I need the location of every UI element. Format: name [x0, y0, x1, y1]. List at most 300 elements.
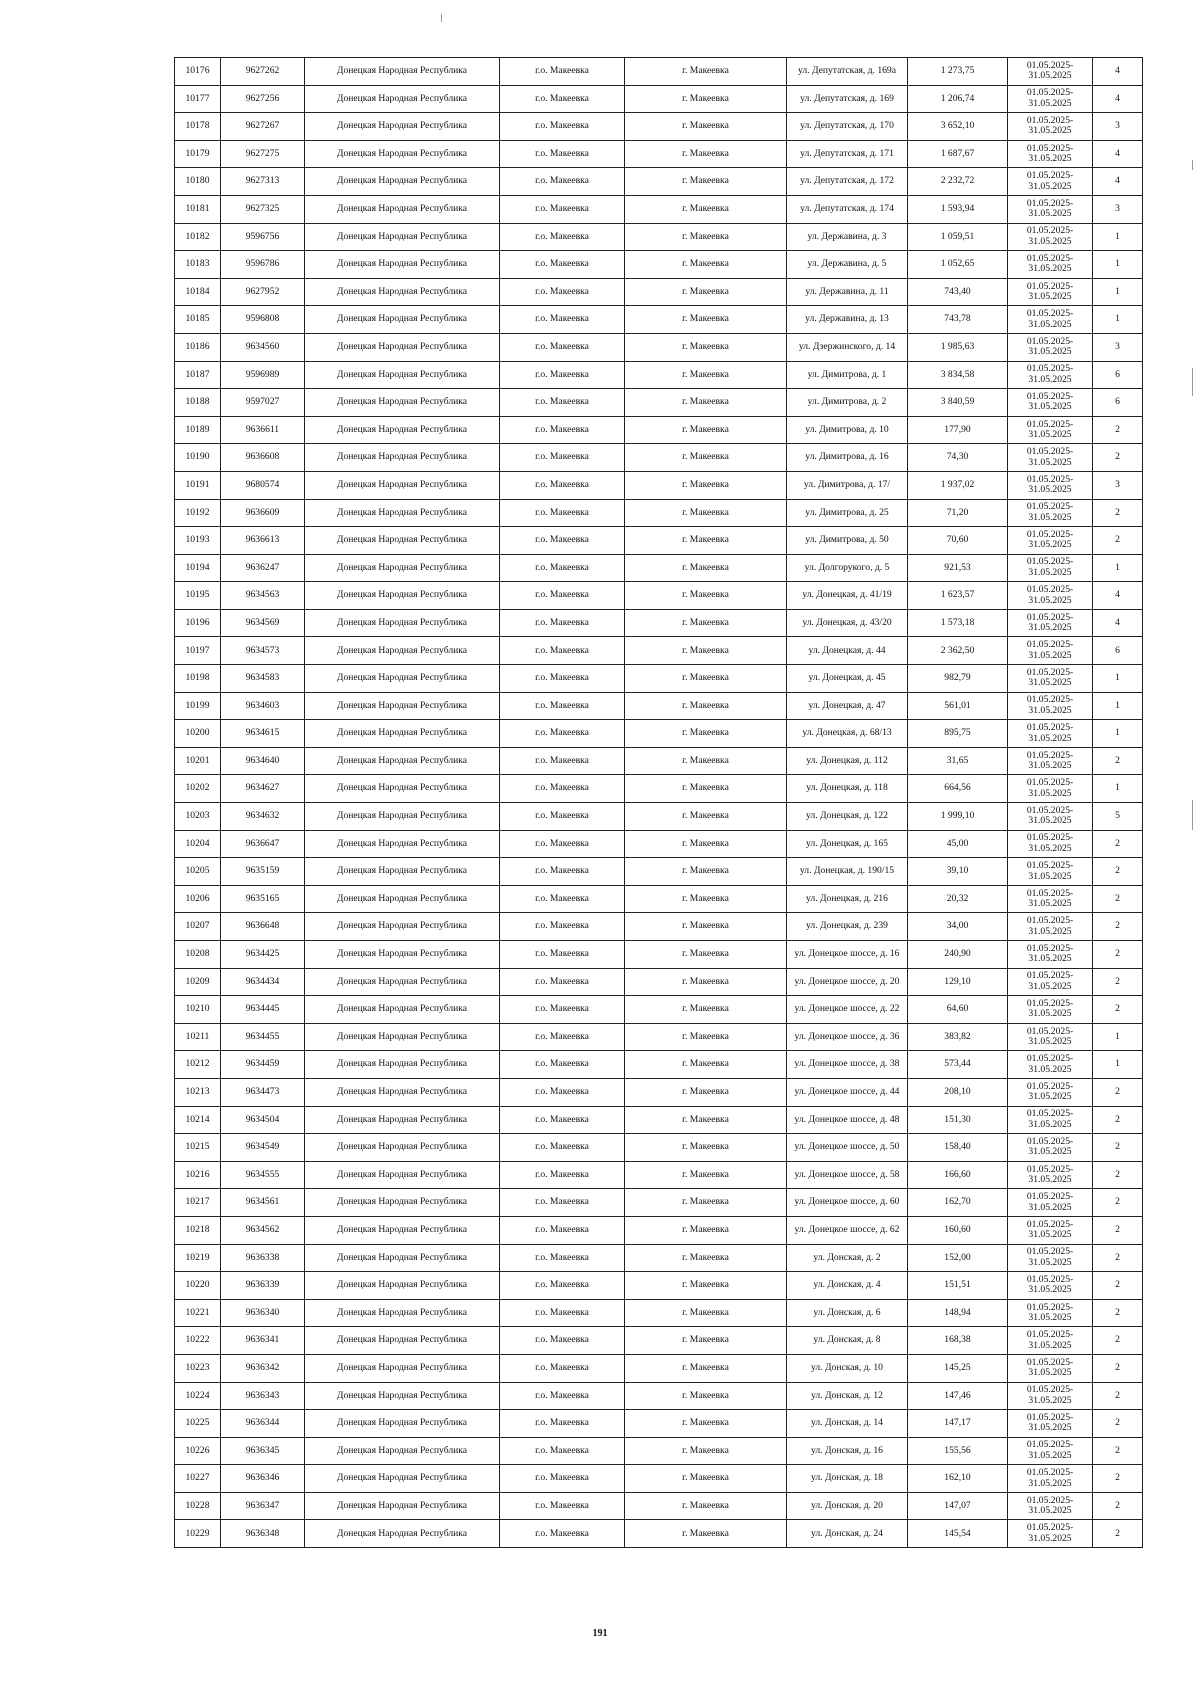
period-cell: 01.05.2025-31.05.2025: [1008, 720, 1093, 748]
count-cell: 6: [1093, 361, 1143, 389]
count-cell: 1: [1093, 251, 1143, 279]
table-row: [175, 720, 1143, 748]
count-cell: 1: [1093, 720, 1143, 748]
area-cell: 45,00: [908, 830, 1008, 858]
row-number-cell: 10186: [175, 333, 221, 361]
city-cell: г. Макеевка: [625, 1520, 787, 1548]
object-id-cell: 9636609: [221, 499, 305, 527]
count-cell: 2: [1093, 968, 1143, 996]
period-cell: 01.05.2025-31.05.2025: [1008, 113, 1093, 141]
city-cell: г. Макеевка: [625, 830, 787, 858]
address-cell: ул. Донская, д. 18: [787, 1465, 908, 1493]
city-cell: г. Макеевка: [625, 582, 787, 610]
object-id-cell: 9634562: [221, 1216, 305, 1244]
district-cell: г.о. Макеевка: [500, 1244, 625, 1272]
address-cell: ул. Депутатская, д. 172: [787, 168, 908, 196]
address-cell: ул. Донская, д. 10: [787, 1354, 908, 1382]
city-cell: г. Макеевка: [625, 58, 787, 86]
city-cell: г. Макеевка: [625, 416, 787, 444]
table-row: [175, 444, 1143, 472]
object-id-cell: 9596786: [221, 251, 305, 279]
district-cell: г.о. Макеевка: [500, 1520, 625, 1548]
count-cell: 6: [1093, 389, 1143, 417]
object-id-cell: 9636344: [221, 1410, 305, 1438]
city-cell: г. Макеевка: [625, 1382, 787, 1410]
district-cell: г.о. Макеевка: [500, 1437, 625, 1465]
district-cell: г.о. Макеевка: [500, 913, 625, 941]
row-number-cell: 10197: [175, 637, 221, 665]
area-cell: 1 687,67: [908, 140, 1008, 168]
count-cell: 2: [1093, 1134, 1143, 1162]
table-row: [175, 1078, 1143, 1106]
region-cell: Донецкая Народная Республика: [305, 996, 500, 1024]
area-cell: 177,90: [908, 416, 1008, 444]
table-row: [175, 195, 1143, 223]
area-cell: 561,01: [908, 692, 1008, 720]
region-cell: Донецкая Народная Республика: [305, 1244, 500, 1272]
period-cell: 01.05.2025-31.05.2025: [1008, 389, 1093, 417]
area-cell: 895,75: [908, 720, 1008, 748]
count-cell: 2: [1093, 1272, 1143, 1300]
district-cell: г.о. Макеевка: [500, 333, 625, 361]
object-id-cell: 9636338: [221, 1244, 305, 1272]
district-cell: г.о. Макеевка: [500, 1189, 625, 1217]
region-cell: Донецкая Народная Республика: [305, 1134, 500, 1162]
address-cell: ул. Донецкая, д. 165: [787, 830, 908, 858]
city-cell: г. Макеевка: [625, 1161, 787, 1189]
district-cell: г.о. Макеевка: [500, 747, 625, 775]
row-number-cell: 10199: [175, 692, 221, 720]
object-id-cell: 9627267: [221, 113, 305, 141]
period-cell: 01.05.2025-31.05.2025: [1008, 1272, 1093, 1300]
address-cell: ул. Депутатская, д. 170: [787, 113, 908, 141]
table-row: [175, 1272, 1143, 1300]
object-id-cell: 9636340: [221, 1299, 305, 1327]
period-cell: 01.05.2025-31.05.2025: [1008, 1023, 1093, 1051]
area-cell: 1 623,57: [908, 582, 1008, 610]
region-cell: Донецкая Народная Республика: [305, 1492, 500, 1520]
district-cell: г.о. Макеевка: [500, 361, 625, 389]
table-row: [175, 803, 1143, 831]
region-cell: Донецкая Народная Республика: [305, 1216, 500, 1244]
region-cell: Донецкая Народная Республика: [305, 140, 500, 168]
city-cell: г. Макеевка: [625, 803, 787, 831]
district-cell: г.о. Макеевка: [500, 113, 625, 141]
address-cell: ул. Донецкое шоссе, д. 50: [787, 1134, 908, 1162]
row-number-cell: 10212: [175, 1051, 221, 1079]
city-cell: г. Макеевка: [625, 1410, 787, 1438]
object-id-cell: 9634563: [221, 582, 305, 610]
table-row: [175, 609, 1143, 637]
period-cell: 01.05.2025-31.05.2025: [1008, 747, 1093, 775]
row-number-cell: 10227: [175, 1465, 221, 1493]
table-row: [175, 1354, 1143, 1382]
period-cell: 01.05.2025-31.05.2025: [1008, 361, 1093, 389]
address-cell: ул. Донская, д. 6: [787, 1299, 908, 1327]
row-number-cell: 10182: [175, 223, 221, 251]
count-cell: 2: [1093, 941, 1143, 969]
table-row: [175, 1410, 1143, 1438]
district-cell: г.о. Макеевка: [500, 416, 625, 444]
table-row: [175, 1106, 1143, 1134]
row-number-cell: 10223: [175, 1354, 221, 1382]
period-cell: 01.05.2025-31.05.2025: [1008, 1106, 1093, 1134]
address-cell: ул. Донецкое шоссе, д. 36: [787, 1023, 908, 1051]
city-cell: г. Макеевка: [625, 471, 787, 499]
district-cell: г.о. Макеевка: [500, 637, 625, 665]
row-number-cell: 10183: [175, 251, 221, 279]
period-cell: 01.05.2025-31.05.2025: [1008, 444, 1093, 472]
scan-mark: [441, 14, 442, 22]
area-cell: 1 206,74: [908, 85, 1008, 113]
area-cell: 2 362,50: [908, 637, 1008, 665]
count-cell: 2: [1093, 1410, 1143, 1438]
period-cell: 01.05.2025-31.05.2025: [1008, 1189, 1093, 1217]
region-cell: Донецкая Народная Республика: [305, 803, 500, 831]
city-cell: г. Макеевка: [625, 499, 787, 527]
table-row: [175, 968, 1143, 996]
period-cell: 01.05.2025-31.05.2025: [1008, 1410, 1093, 1438]
address-cell: ул. Державина, д. 13: [787, 306, 908, 334]
region-cell: Донецкая Народная Республика: [305, 1299, 500, 1327]
table-row: [175, 941, 1143, 969]
count-cell: 2: [1093, 1520, 1143, 1548]
address-cell: ул. Депутатская, д. 169а: [787, 58, 908, 86]
area-cell: 3 834,58: [908, 361, 1008, 389]
region-cell: Донецкая Народная Республика: [305, 1437, 500, 1465]
count-cell: 2: [1093, 1465, 1143, 1493]
count-cell: 2: [1093, 747, 1143, 775]
city-cell: г. Макеевка: [625, 1106, 787, 1134]
region-cell: Донецкая Народная Республика: [305, 554, 500, 582]
district-cell: г.о. Макеевка: [500, 1078, 625, 1106]
address-cell: ул. Долгорукого, д. 5: [787, 554, 908, 582]
count-cell: 3: [1093, 195, 1143, 223]
period-cell: 01.05.2025-31.05.2025: [1008, 1437, 1093, 1465]
object-id-cell: 9680574: [221, 471, 305, 499]
area-cell: 70,60: [908, 527, 1008, 555]
region-cell: Донецкая Народная Республика: [305, 168, 500, 196]
table-row: [175, 665, 1143, 693]
district-cell: г.о. Макеевка: [500, 1382, 625, 1410]
table-row: [175, 168, 1143, 196]
city-cell: г. Макеевка: [625, 113, 787, 141]
scan-mark: [1192, 160, 1193, 170]
period-cell: 01.05.2025-31.05.2025: [1008, 637, 1093, 665]
object-id-cell: 9596808: [221, 306, 305, 334]
table-row: [175, 1299, 1143, 1327]
city-cell: г. Макеевка: [625, 968, 787, 996]
city-cell: г. Макеевка: [625, 444, 787, 472]
row-number-cell: 10211: [175, 1023, 221, 1051]
object-id-cell: 9634632: [221, 803, 305, 831]
region-cell: Донецкая Народная Республика: [305, 1382, 500, 1410]
address-cell: ул. Димитрова, д. 50: [787, 527, 908, 555]
district-cell: г.о. Макеевка: [500, 1272, 625, 1300]
area-cell: 743,78: [908, 306, 1008, 334]
row-number-cell: 10179: [175, 140, 221, 168]
row-number-cell: 10201: [175, 747, 221, 775]
district-cell: г.о. Макеевка: [500, 527, 625, 555]
area-cell: 20,32: [908, 885, 1008, 913]
period-cell: 01.05.2025-31.05.2025: [1008, 1465, 1093, 1493]
row-number-cell: 10221: [175, 1299, 221, 1327]
address-cell: ул. Донецкая, д. 41/19: [787, 582, 908, 610]
object-id-cell: 9636247: [221, 554, 305, 582]
address-cell: ул. Донецкое шоссе, д. 44: [787, 1078, 908, 1106]
table-row: [175, 471, 1143, 499]
region-cell: Донецкая Народная Республика: [305, 499, 500, 527]
address-cell: ул. Димитрова, д. 16: [787, 444, 908, 472]
district-cell: г.о. Макеевка: [500, 775, 625, 803]
period-cell: 01.05.2025-31.05.2025: [1008, 1382, 1093, 1410]
row-number-cell: 10191: [175, 471, 221, 499]
city-cell: г. Макеевка: [625, 306, 787, 334]
object-id-cell: 9634640: [221, 747, 305, 775]
row-number-cell: 10192: [175, 499, 221, 527]
region-cell: Донецкая Народная Республика: [305, 1051, 500, 1079]
district-cell: г.о. Макеевка: [500, 941, 625, 969]
area-cell: 162,10: [908, 1465, 1008, 1493]
district-cell: г.о. Макеевка: [500, 830, 625, 858]
row-number-cell: 10187: [175, 361, 221, 389]
city-cell: г. Макеевка: [625, 1078, 787, 1106]
district-cell: г.о. Макеевка: [500, 968, 625, 996]
district-cell: г.о. Макеевка: [500, 278, 625, 306]
area-cell: 151,30: [908, 1106, 1008, 1134]
row-number-cell: 10214: [175, 1106, 221, 1134]
area-cell: 1 999,10: [908, 803, 1008, 831]
count-cell: 4: [1093, 140, 1143, 168]
row-number-cell: 10206: [175, 885, 221, 913]
district-cell: г.о. Макеевка: [500, 885, 625, 913]
object-id-cell: 9596756: [221, 223, 305, 251]
table-row: [175, 996, 1143, 1024]
city-cell: г. Макеевка: [625, 1134, 787, 1162]
region-cell: Донецкая Народная Республика: [305, 113, 500, 141]
period-cell: 01.05.2025-31.05.2025: [1008, 968, 1093, 996]
count-cell: 4: [1093, 582, 1143, 610]
object-id-cell: 9627952: [221, 278, 305, 306]
district-cell: г.о. Макеевка: [500, 1327, 625, 1355]
address-cell: ул. Донецкая, д. 68/13: [787, 720, 908, 748]
table-row: [175, 113, 1143, 141]
region-cell: Донецкая Народная Республика: [305, 775, 500, 803]
count-cell: 2: [1093, 416, 1143, 444]
region-cell: Донецкая Народная Республика: [305, 1520, 500, 1548]
row-number-cell: 10222: [175, 1327, 221, 1355]
region-cell: Донецкая Народная Республика: [305, 527, 500, 555]
region-cell: Донецкая Народная Республика: [305, 278, 500, 306]
count-cell: 2: [1093, 830, 1143, 858]
row-number-cell: 10219: [175, 1244, 221, 1272]
district-cell: г.о. Макеевка: [500, 554, 625, 582]
address-cell: ул. Донецкая, д. 190/15: [787, 858, 908, 886]
region-cell: Донецкая Народная Республика: [305, 637, 500, 665]
address-cell: ул. Донская, д. 4: [787, 1272, 908, 1300]
table-row: [175, 499, 1143, 527]
object-id-cell: 9634573: [221, 637, 305, 665]
area-cell: 145,25: [908, 1354, 1008, 1382]
city-cell: г. Макеевка: [625, 913, 787, 941]
row-number-cell: 10209: [175, 968, 221, 996]
region-cell: Донецкая Народная Республика: [305, 58, 500, 86]
object-id-cell: 9636346: [221, 1465, 305, 1493]
district-cell: г.о. Макеевка: [500, 1051, 625, 1079]
period-cell: 01.05.2025-31.05.2025: [1008, 499, 1093, 527]
region-cell: Донецкая Народная Республика: [305, 471, 500, 499]
district-cell: г.о. Макеевка: [500, 1106, 625, 1134]
city-cell: г. Макеевка: [625, 1327, 787, 1355]
row-number-cell: 10193: [175, 527, 221, 555]
area-cell: 982,79: [908, 665, 1008, 693]
address-cell: ул. Димитрова, д. 17/: [787, 471, 908, 499]
object-id-cell: 9627313: [221, 168, 305, 196]
city-cell: г. Макеевка: [625, 168, 787, 196]
table-row: [175, 1382, 1143, 1410]
count-cell: 1: [1093, 665, 1143, 693]
region-cell: Донецкая Народная Республика: [305, 913, 500, 941]
period-cell: 01.05.2025-31.05.2025: [1008, 140, 1093, 168]
area-cell: 39,10: [908, 858, 1008, 886]
city-cell: г. Макеевка: [625, 1492, 787, 1520]
table-row: [175, 885, 1143, 913]
period-cell: 01.05.2025-31.05.2025: [1008, 609, 1093, 637]
period-cell: 01.05.2025-31.05.2025: [1008, 416, 1093, 444]
table-row: [175, 1492, 1143, 1520]
period-cell: 01.05.2025-31.05.2025: [1008, 333, 1093, 361]
object-id-cell: 9634603: [221, 692, 305, 720]
district-cell: г.о. Макеевка: [500, 499, 625, 527]
period-cell: 01.05.2025-31.05.2025: [1008, 195, 1093, 223]
district-cell: г.о. Макеевка: [500, 1023, 625, 1051]
city-cell: г. Макеевка: [625, 1354, 787, 1382]
address-cell: ул. Донецкая, д. 112: [787, 747, 908, 775]
region-cell: Донецкая Народная Республика: [305, 1106, 500, 1134]
area-cell: 148,94: [908, 1299, 1008, 1327]
period-cell: 01.05.2025-31.05.2025: [1008, 858, 1093, 886]
row-number-cell: 10216: [175, 1161, 221, 1189]
city-cell: г. Макеевка: [625, 637, 787, 665]
region-cell: Донецкая Народная Республика: [305, 1272, 500, 1300]
region-cell: Донецкая Народная Республика: [305, 692, 500, 720]
city-cell: г. Макеевка: [625, 1299, 787, 1327]
city-cell: г. Макеевка: [625, 747, 787, 775]
city-cell: г. Макеевка: [625, 1189, 787, 1217]
count-cell: 2: [1093, 1437, 1143, 1465]
row-number-cell: 10176: [175, 58, 221, 86]
table-row: [175, 361, 1143, 389]
row-number-cell: 10181: [175, 195, 221, 223]
area-cell: 3 652,10: [908, 113, 1008, 141]
period-cell: 01.05.2025-31.05.2025: [1008, 665, 1093, 693]
object-id-cell: 9634560: [221, 333, 305, 361]
object-id-cell: 9635165: [221, 885, 305, 913]
row-number-cell: 10226: [175, 1437, 221, 1465]
city-cell: г. Макеевка: [625, 1023, 787, 1051]
object-id-cell: 9634569: [221, 609, 305, 637]
area-cell: 160,60: [908, 1216, 1008, 1244]
district-cell: г.о. Макеевка: [500, 1216, 625, 1244]
area-cell: 208,10: [908, 1078, 1008, 1106]
count-cell: 2: [1093, 444, 1143, 472]
district-cell: г.о. Макеевка: [500, 306, 625, 334]
object-id-cell: 9636343: [221, 1382, 305, 1410]
period-cell: 01.05.2025-31.05.2025: [1008, 1161, 1093, 1189]
area-cell: 74,30: [908, 444, 1008, 472]
city-cell: г. Макеевка: [625, 1244, 787, 1272]
period-cell: 01.05.2025-31.05.2025: [1008, 582, 1093, 610]
address-cell: ул. Донецкая, д. 44: [787, 637, 908, 665]
district-cell: г.о. Макеевка: [500, 582, 625, 610]
district-cell: г.о. Макеевка: [500, 195, 625, 223]
district-cell: г.о. Макеевка: [500, 251, 625, 279]
address-cell: ул. Донецкое шоссе, д. 48: [787, 1106, 908, 1134]
period-cell: 01.05.2025-31.05.2025: [1008, 278, 1093, 306]
count-cell: 4: [1093, 609, 1143, 637]
period-cell: 01.05.2025-31.05.2025: [1008, 996, 1093, 1024]
table-row: [175, 416, 1143, 444]
address-cell: ул. Димитрова, д. 10: [787, 416, 908, 444]
row-number-cell: 10188: [175, 389, 221, 417]
region-cell: Донецкая Народная Республика: [305, 830, 500, 858]
count-cell: 3: [1093, 471, 1143, 499]
count-cell: 1: [1093, 554, 1143, 582]
city-cell: г. Макеевка: [625, 941, 787, 969]
object-id-cell: 9627262: [221, 58, 305, 86]
region-cell: Донецкая Народная Республика: [305, 306, 500, 334]
address-cell: ул. Державина, д. 5: [787, 251, 908, 279]
period-cell: 01.05.2025-31.05.2025: [1008, 1327, 1093, 1355]
area-cell: 1 273,75: [908, 58, 1008, 86]
count-cell: 2: [1093, 1492, 1143, 1520]
address-cell: ул. Димитрова, д. 2: [787, 389, 908, 417]
district-cell: г.о. Макеевка: [500, 665, 625, 693]
table-row: [175, 1465, 1143, 1493]
count-cell: 1: [1093, 306, 1143, 334]
table-row: [175, 1216, 1143, 1244]
address-cell: ул. Донская, д. 12: [787, 1382, 908, 1410]
area-cell: 166,60: [908, 1161, 1008, 1189]
row-number-cell: 10220: [175, 1272, 221, 1300]
count-cell: 2: [1093, 1299, 1143, 1327]
table-row: [175, 1244, 1143, 1272]
row-number-cell: 10203: [175, 803, 221, 831]
row-number-cell: 10178: [175, 113, 221, 141]
address-cell: ул. Донская, д. 14: [787, 1410, 908, 1438]
count-cell: 2: [1093, 1189, 1143, 1217]
count-cell: 4: [1093, 85, 1143, 113]
object-id-cell: 9634425: [221, 941, 305, 969]
area-cell: 145,54: [908, 1520, 1008, 1548]
row-number-cell: 10200: [175, 720, 221, 748]
address-cell: ул. Донецкая, д. 216: [787, 885, 908, 913]
area-cell: 383,82: [908, 1023, 1008, 1051]
count-cell: 2: [1093, 858, 1143, 886]
period-cell: 01.05.2025-31.05.2025: [1008, 85, 1093, 113]
city-cell: г. Макеевка: [625, 278, 787, 306]
city-cell: г. Макеевка: [625, 527, 787, 555]
count-cell: 1: [1093, 278, 1143, 306]
object-id-cell: 9634561: [221, 1189, 305, 1217]
period-cell: 01.05.2025-31.05.2025: [1008, 1492, 1093, 1520]
row-number-cell: 10224: [175, 1382, 221, 1410]
district-cell: г.о. Макеевка: [500, 1134, 625, 1162]
address-cell: ул. Донецкая, д. 239: [787, 913, 908, 941]
region-cell: Донецкая Народная Республика: [305, 858, 500, 886]
city-cell: г. Макеевка: [625, 333, 787, 361]
period-cell: 01.05.2025-31.05.2025: [1008, 885, 1093, 913]
